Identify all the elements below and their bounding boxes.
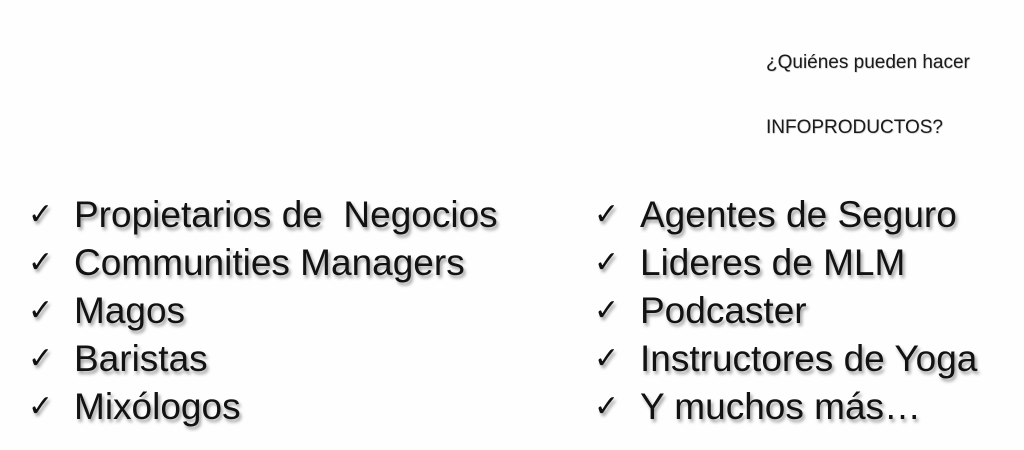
list-item-label: Magos [74, 290, 186, 331]
checkmark-icon: ✓ [594, 246, 620, 279]
list-item [594, 335, 977, 383]
list-item [28, 335, 498, 383]
list-item [594, 287, 977, 335]
checkmark-icon: ✓ [594, 294, 620, 327]
checkmark-icon: ✓ [28, 198, 54, 231]
checkmark-icon: ✓ [28, 390, 54, 423]
list-item [28, 383, 498, 431]
checkmark-icon: ✓ [28, 294, 54, 327]
list-item-label: Instructores de Yoga [640, 338, 978, 379]
checkmark-icon: ✓ [28, 246, 54, 279]
checkmark-icon: ✓ [28, 342, 54, 375]
list-item [594, 239, 977, 287]
list-item-label: Communities Managers [74, 242, 465, 283]
slide-title [766, 9, 970, 181]
list-item [28, 287, 498, 335]
list-item [28, 191, 498, 239]
list-item [28, 239, 498, 287]
list-item-label: Mixólogos [74, 386, 241, 427]
list-item-label: Y muchos más… [640, 386, 922, 427]
checklist-right [594, 191, 977, 431]
list-item-label: Lideres de MLM [640, 242, 906, 283]
list-item-label: Propietarios de Negocios [74, 194, 498, 235]
list-item [594, 383, 977, 431]
list-item-label: Agentes de Seguro [640, 194, 957, 235]
slide-title-line2: INFOPRODUCTOS? [766, 116, 944, 138]
checklist-left [28, 191, 498, 431]
checkmark-icon: ✓ [594, 390, 620, 423]
slide-title-line1: ¿Quiénes pueden hacer [766, 52, 970, 73]
checkmark-icon: ✓ [594, 198, 620, 231]
list-item-label: Baristas [74, 338, 208, 379]
list-item [594, 191, 977, 239]
list-item-label: Podcaster [640, 290, 807, 331]
checkmark-icon: ✓ [594, 342, 620, 375]
